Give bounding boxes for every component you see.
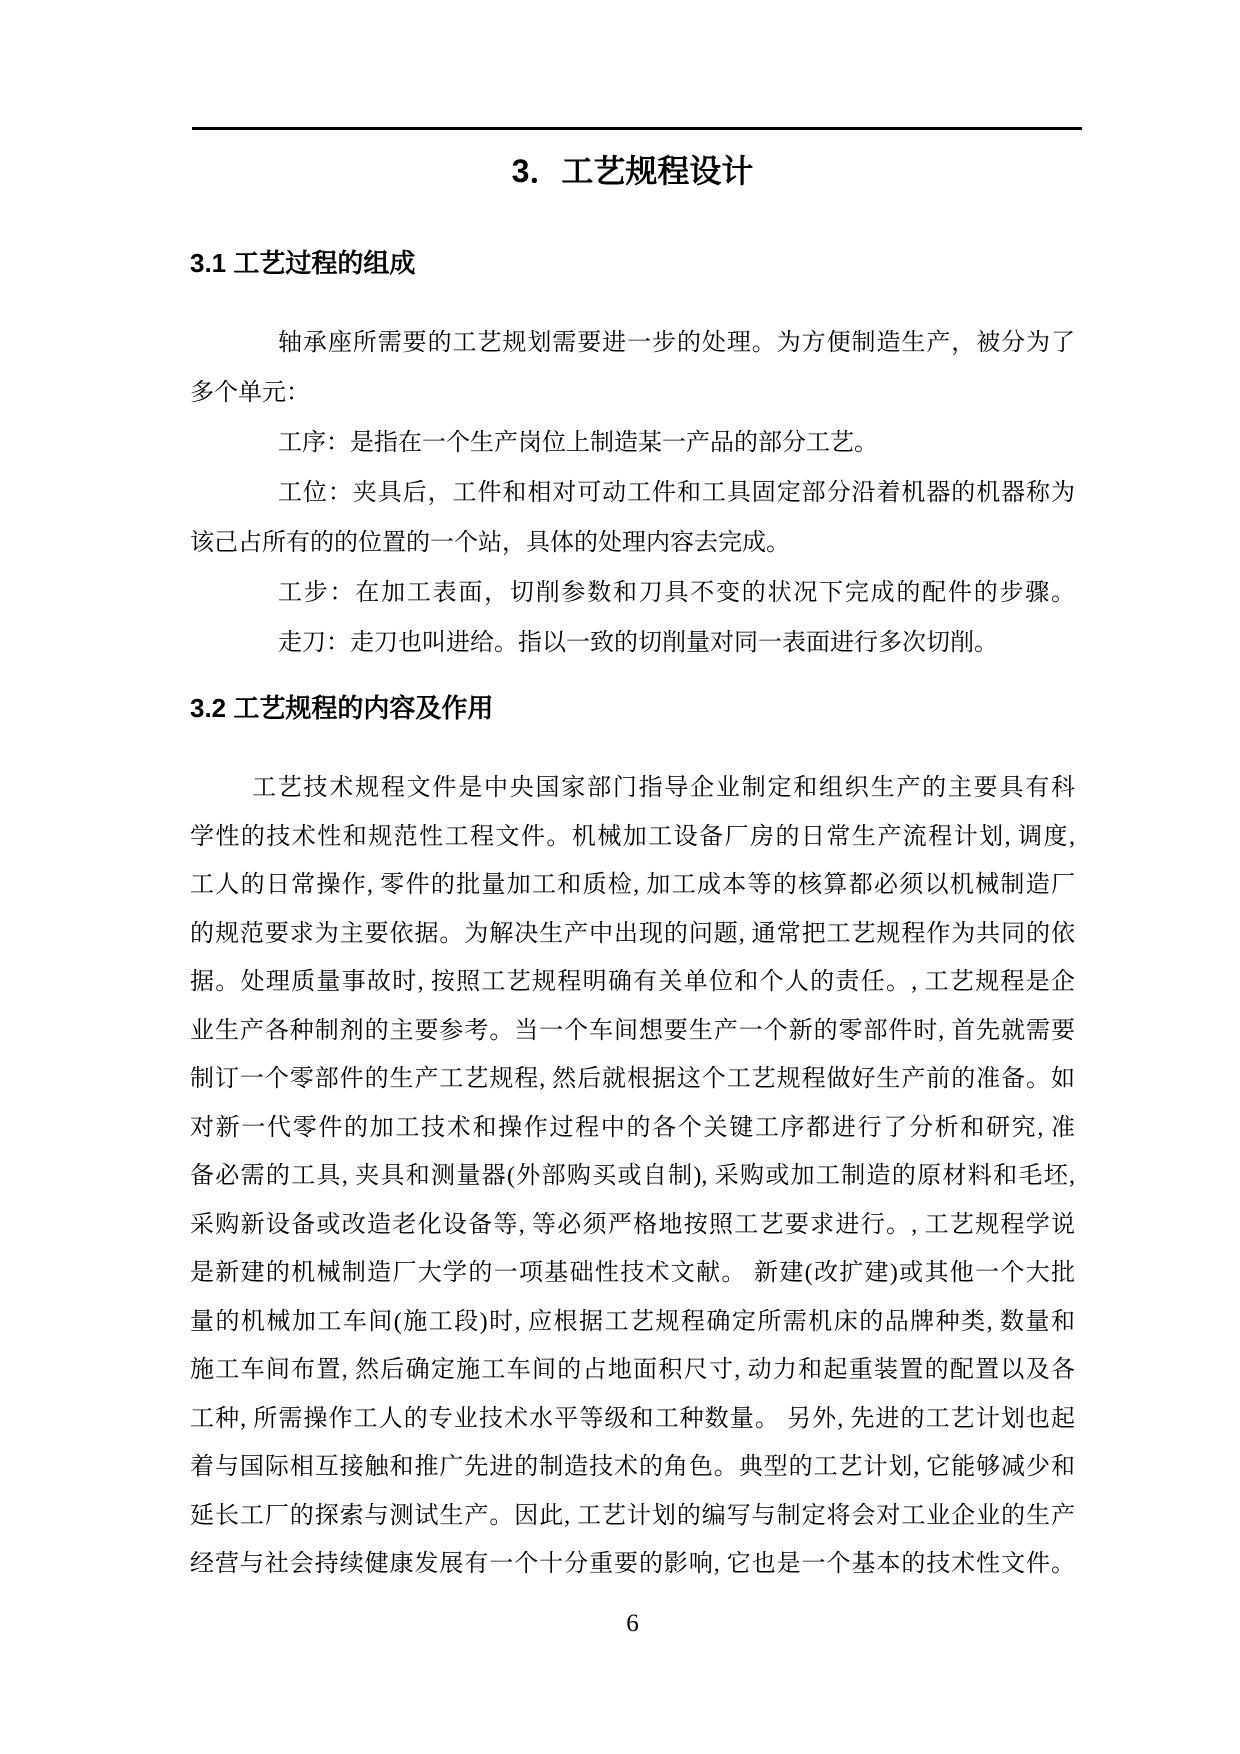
text-line: 制订一个零部件的生产工艺规程, 然后就根据这个工艺规程做好生产前的准备。如 <box>190 1066 1075 1092</box>
text-line: 多个单元： <box>190 380 310 406</box>
text-line: 业生产各种制剂的主要参考。当一个车间想要生产一个新的零部件时, 首先就需要 <box>190 1017 1075 1044</box>
text-line: 走刀：走刀也叫进给。指以一致的切削量对同一表面进行多次切削。 <box>278 630 998 656</box>
text-line: 工种, 所需操作工人的专业技术水平等级和工种数量。 另外, 先进的工艺计划也起 <box>190 1405 1075 1432</box>
text-line: 工序：是指在一个生产岗位上制造某一产品的部分工艺。 <box>278 430 878 456</box>
text-line: 据。处理质量事故时, 按照工艺规程明确有关单位和个人的责任。, 工艺规程是企 <box>190 969 1075 995</box>
text-line: 延长工厂的探索与测试生产。因此, 工艺计划的编写与制定将会对工业企业的生产 <box>190 1502 1075 1529</box>
text-line: 轴承座所需要的工艺规划需要进一步的处理。为方便制造生产，被分为了 <box>278 330 1075 356</box>
section-3-1-paragraphs <box>190 318 1075 668</box>
text-line: 该己占所有的的位置的一个站，具体的处理内容去完成。 <box>190 530 790 556</box>
text-line: 备必需的工具, 夹具和测量器(外部购买或自制), 采购或加工制造的原材料和毛坯, <box>190 1163 1075 1189</box>
text-line: 工艺技术规程文件是中央国家部门指导企业制定和组织生产的主要具有科 <box>252 775 1075 801</box>
text-line: 工人的日常操作, 零件的批量加工和质检, 加工成本等的核算都必须以机械制造厂 <box>190 872 1075 898</box>
header-rule <box>192 127 1082 130</box>
section-3-2-paragraph <box>190 764 1075 1589</box>
text-line: 是新建的机械制造厂大学的一项基础性技术文献。 新建(改扩建)或其他一个大批 <box>190 1260 1075 1286</box>
text-line: 的规范要求为主要依据。为解决生产中出现的问题, 通常把工艺规程作为共同的依 <box>190 920 1075 947</box>
text-line: 量的机械加工车间(施工段)时, 应根据工艺规程确定所需机床的品牌种类, 数量和 <box>190 1308 1075 1335</box>
text-line: 工步：在加工表面，切削参数和刀具不变的状况下完成的配件的步骤。 <box>278 580 1075 606</box>
text-line: 经营与社会持续健康发展有一个十分重要的影响, 它也是一个基本的技术性文件。 <box>190 1551 1075 1577</box>
text-line: 采购新设备或改造老化设备等, 等必须严格地按照工艺要求进行。, 工艺规程学说 <box>190 1211 1075 1238</box>
text-line: 工位：夹具后，工件和相对可动工件和工具固定部分沿着机器的机器称为 <box>278 480 1075 506</box>
text-line: 着与国际相互接触和推广先进的制造技术的角色。典型的工艺计划, 它能够减少和 <box>190 1454 1075 1480</box>
section-heading-3-2: 3.2 工艺规程的内容及作用 <box>190 693 494 723</box>
text-line: 对新一代零件的加工技术和操作过程中的各个关键工序都进行了分析和研究, 准 <box>190 1114 1075 1141</box>
text-line: 施工车间布置, 然后确定施工车间的占地面积尺寸, 动力和起重装置的配置以及各 <box>190 1357 1075 1383</box>
page-number: 6 <box>626 1610 639 1637</box>
document-title: 3．工艺规程设计 <box>511 153 754 189</box>
text-line: 学性的技术性和规范性工程文件。机械加工设备厂房的日常生产流程计划, 调度, <box>190 823 1075 850</box>
section-heading-3-1: 3.1 工艺过程的组成 <box>190 248 416 278</box>
